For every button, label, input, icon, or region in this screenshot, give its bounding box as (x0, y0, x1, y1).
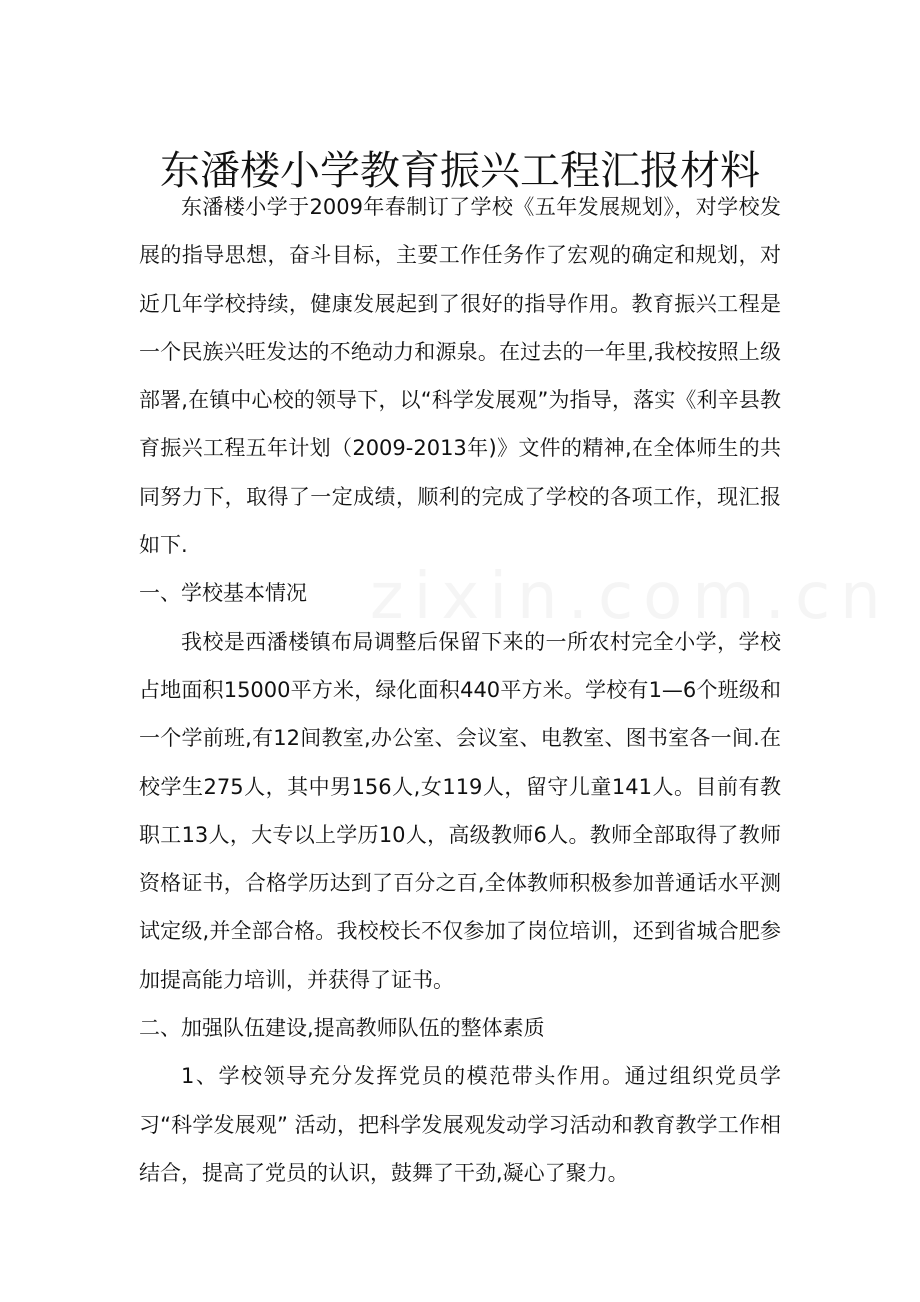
watermark: zixin.com.cn (370, 560, 891, 634)
section-1-paragraph: 我校是西潘楼镇布局调整后保留下来的一所农村完全小学，学校占地面积15000平方米，绿化面积440平方米。学校有1—6个班级和一个学前班,有12间教室,办公室、会议室、电教室、图书室各一间.在校学生275人，其中男156人,女119人，留守儿童141人。目前有教职工13人，大专以上学历10人，高级教师6人。教师全部取得了教师资格证书，合格学历达到了百分之百,全体教师积极参加普通话水平测试定级,并全部合格。我校校长不仅参加了岗位培训，还到省城合肥参加提高能力培训，并获得了证书。 (139, 629, 781, 992)
document-body (139, 183, 781, 1197)
section-1-heading: 一、学校基本情况 (139, 581, 307, 606)
section-2-heading: 二、加强队伍建设,提高教师队伍的整体素质 (139, 1016, 545, 1041)
document-title: 东潘楼小学教育振兴工程汇报材料 (160, 147, 760, 194)
intro-paragraph: 东潘楼小学于2009年春制订了学校《五年发展规划》，对学校发展的指导思想，奋斗目标，主要工作任务作了宏观的确定和规划，对近几年学校持续，健康发展起到了很好的指导作用。教育振兴工程是一个民族兴旺发达的不绝动力和源泉。在过去的一年里,我校按照上级部署,在镇中心校的领导下，以“科学发展观”为指导，落实《利辛县教育振兴工程五年计划（2009-2013年)》文件的精神,在全体师生的共同努力下，取得了一定成绩，顺利的完成了学校的各项工作，现汇报如下. (139, 195, 781, 558)
section-2-item-1: 1、学校领导充分发挥党员的模范带头作用。通过组织党员学习“科学发展观” 活动，把科学发展观发动学习活动和教育教学工作相结合，提高了党员的认识，鼓舞了干劲,凝心了聚力。 (139, 1064, 781, 1185)
